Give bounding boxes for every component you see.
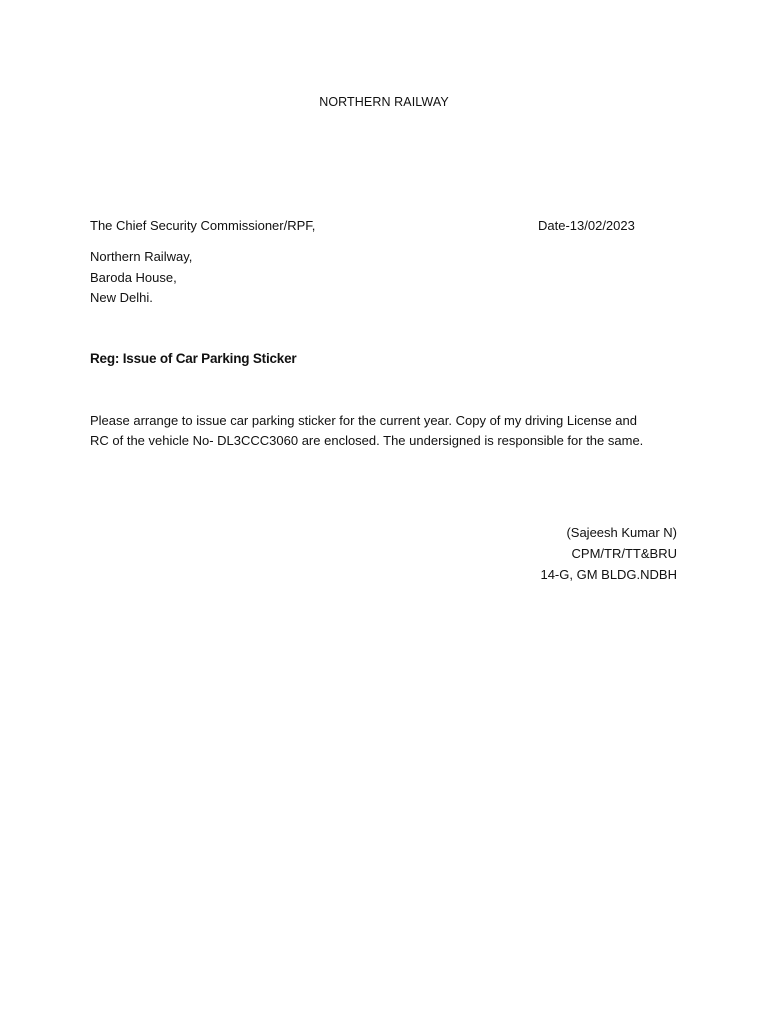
- signatory-name: (Sajeesh Kumar N): [566, 525, 677, 540]
- recipient-line-4: New Delhi.: [90, 290, 153, 305]
- letter-heading: NORTHERN RAILWAY: [319, 95, 449, 109]
- recipient-line-2: Northern Railway,: [90, 249, 193, 264]
- signatory-designation: CPM/TR/TT&BRU: [571, 546, 677, 561]
- signatory-address: 14-G, GM BLDG.NDBH: [540, 567, 677, 582]
- letter-subject: Reg: Issue of Car Parking Sticker: [90, 351, 297, 366]
- recipient-line-1: The Chief Security Commissioner/RPF,: [90, 218, 316, 233]
- recipient-line-3: Baroda House,: [90, 270, 177, 285]
- body-line-1: Please arrange to issue car parking sticker for the current year. Copy of my driving License and: [90, 413, 637, 428]
- letter-date: Date-13/02/2023: [538, 218, 635, 233]
- body-line-2: RC of the vehicle No- DL3CCC3060 are enclosed. The undersigned is responsible for the same.: [90, 433, 644, 448]
